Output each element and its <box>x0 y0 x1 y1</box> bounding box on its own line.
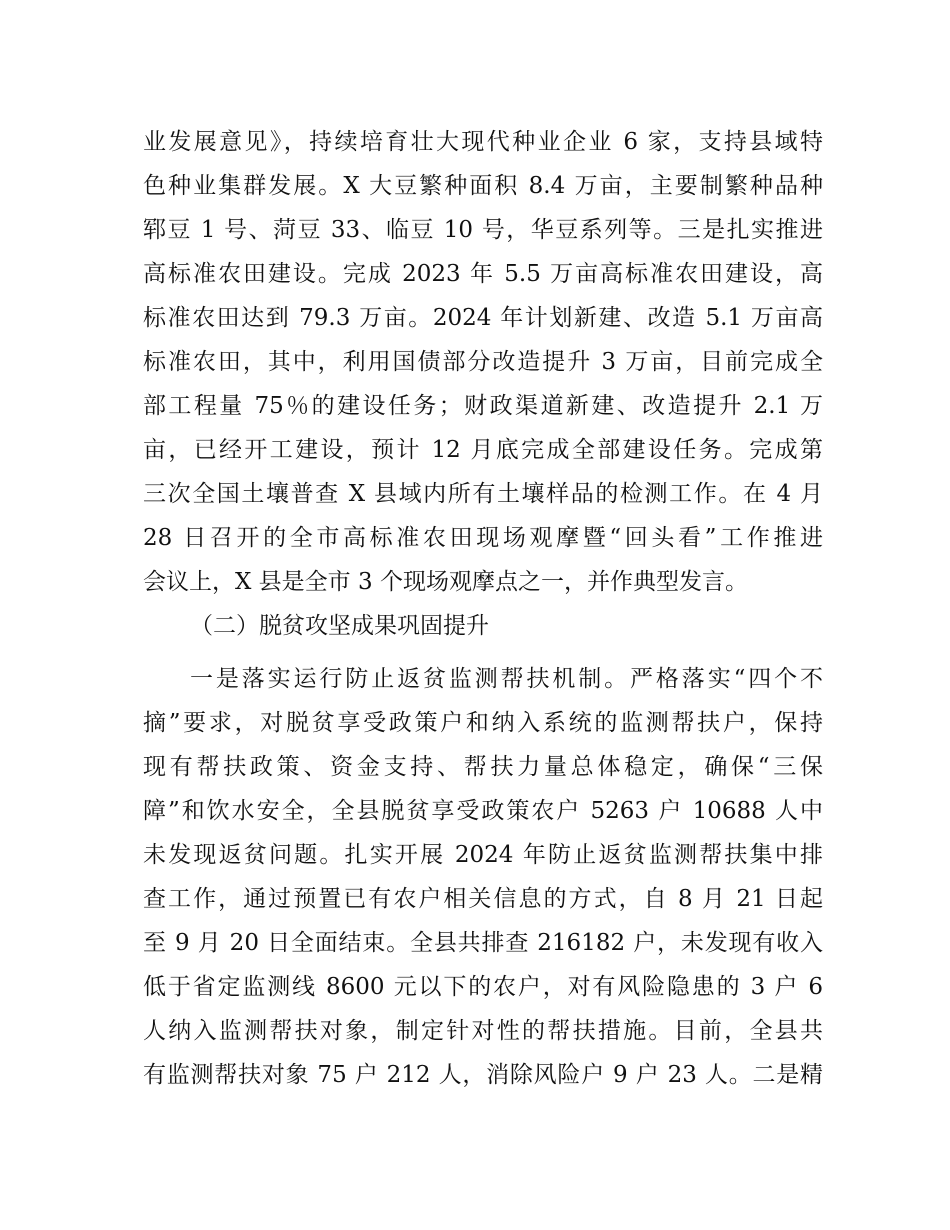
paragraph-line: 未发现返贫问题。扎实开展 2024 年防止返贫监测帮扶集中排 <box>143 842 823 868</box>
paragraph-line: 标准农田达到 79.3 万亩。2024 年计划新建、改造 5.1 万亩高 <box>143 305 823 331</box>
paragraph-line: 至 9 月 20 日全面结束。全县共排查 216182 户，未发现有收入 <box>143 930 823 956</box>
paragraph-line: 色种业集群发展。X 大豆繁种面积 8.4 万亩，主要制繁种品种 <box>143 173 823 199</box>
paragraph-line: 部工程量 75％的建设任务；财政渠道新建、改造提升 2.1 万 <box>143 393 823 419</box>
paragraph-line: 高标准农田建设。完成 2023 年 5.5 万亩高标准农田建设，高 <box>143 261 823 287</box>
paragraph-line: 会议上，X 县是全市 3 个现场观摩点之一，并作典型发言。 <box>143 569 748 595</box>
section-heading: （二）脱贫攻坚成果巩固提升 <box>190 613 489 639</box>
paragraph-line: 人纳入监测帮扶对象，制定针对性的帮扶措施。目前，全县共 <box>143 1018 823 1044</box>
paragraph-line: 郓豆 1 号、菏豆 33、临豆 10 号，华豆系列等。三是扎实推进 <box>143 217 823 243</box>
paragraph-line: 标准农田，其中，利用国债部分改造提升 3 万亩，目前完成全 <box>143 349 823 375</box>
paragraph-line: 现有帮扶政策、资金支持、帮扶力量总体稳定，确保“三保 <box>143 754 823 780</box>
paragraph-line: 亩，已经开工建设，预计 12 月底完成全部建设任务。完成第 <box>143 437 823 463</box>
paragraph-line: 摘”要求，对脱贫享受政策户和纳入系统的监测帮扶户，保持 <box>143 710 823 736</box>
paragraph-line: 有监测帮扶对象 75 户 212 人，消除风险户 9 户 23 人。二是精 <box>143 1062 823 1088</box>
paragraph-line: 三次全国土壤普查 X 县域内所有土壤样品的检测工作。在 4 月 <box>143 481 823 507</box>
paragraph-line: 28 日召开的全市高标准农田现场观摩暨“回头看”工作推进 <box>143 525 823 551</box>
paragraph-line: 一是落实运行防止返贫监测帮扶机制。严格落实“四个不 <box>190 666 823 692</box>
paragraph-line: 低于省定监测线 8600 元以下的农户，对有风险隐患的 3 户 6 <box>143 974 823 1000</box>
paragraph-line: 障”和饮水安全，全县脱贫享受政策农户 5263 户 10688 人中 <box>143 798 823 824</box>
paragraph-line: 查工作，通过预置已有农户相关信息的方式，自 8 月 21 日起 <box>143 886 823 912</box>
paragraph-line: 业发展意见》，持续培育壮大现代种业企业 6 家，支持县域特 <box>143 129 823 155</box>
